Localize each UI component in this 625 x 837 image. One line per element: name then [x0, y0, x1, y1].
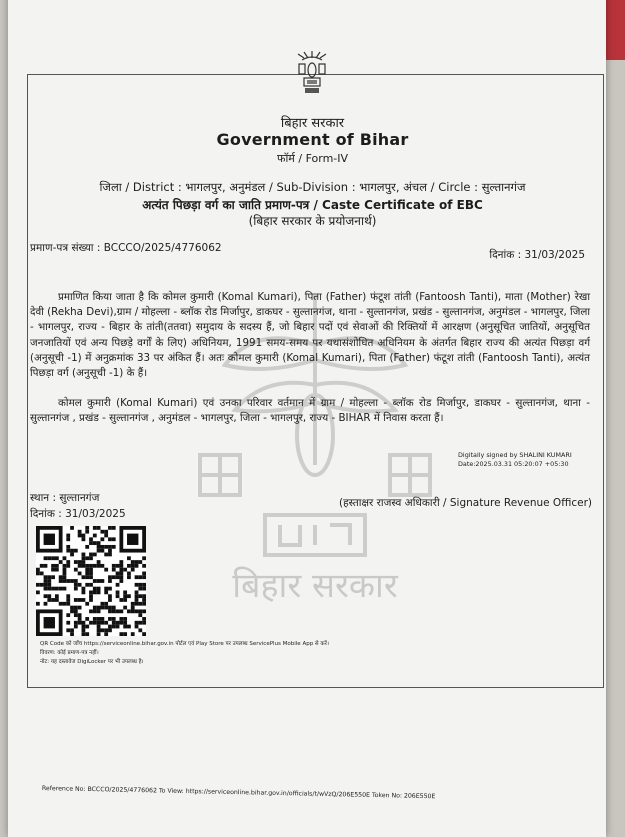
qr-note-1: QR Code को जाँच https://serviceonline.bihar.gov.in पोर्टल एवं Play Store पर उपलब्ध ServicePlus Mobile App से करें। [40, 641, 329, 647]
header-hindi: बिहार सरकार [280, 116, 345, 131]
location-line: जिला / District : भागलपुर, अनुमंडल / Sub-Division : भागलपुर, अंचल / Circle : सुल्तानगंज [99, 180, 526, 194]
header-government: Government of Bihar [216, 130, 409, 149]
digital-signature-date: Date:2025.03.31 05:20:07 +05:30 [458, 460, 569, 468]
place-label: स्थान : सुल्तानगंज [30, 492, 100, 504]
qr-note-2: विवरण: कोई प्रमाण-पत्र नहीं। [40, 650, 99, 656]
certificate-paragraph-2: कोमल कुमारी (Komal Kumari) एवं उनका परिवार वर्तमान में ग्राम / मोहल्ला - ब्लॉक रोड मिर्जापुर, डाकघर - सुल्तानगंज, थाना - सुल्तानगंज , प्रखंड - सुल्तानगंज , अनुमंडल - भागलपुर, जिला - भागलपुर, राज्य - BIHAR में निवास करता हैं। [30, 397, 590, 425]
place-date: दिनांक : 31/03/2025 [30, 508, 126, 520]
bihar-emblem-icon [290, 50, 334, 96]
digital-signature [458, 451, 572, 469]
certificate-number: प्रमाण-पत्र संख्या : BCCCO/2025/4776062 [30, 242, 222, 254]
certificate-paragraph-1: प्रमाणित किया जाता है कि कोमल कुमारी (Komal Kumari), पिता (Father) फंटूश तांती (Fantoosh Tanti), माता (Mother) रेखा देवी (Rekha Devi),ग्राम / मोहल्ला - ब्लॉक रोड मिर्जापुर, डाकघर - सुल्तानगंज, थाना - सुल्तानगंज, प्रखंड - सुल्तानगंज, अनुमंडल - भागलपुर, जिला - भागलपुर, राज्य - बिहार के तांती(ततवा) समुदाय के सदस्य हैं, जो बिहार पदों एवं सेवाओं की रिक्तियों में आरक्षण (अनुसूचित जातियों, अनुसूचित जनजातियों एवं अन्य पिछड़े वर्गों के लिए) अधिनियम, 1991 समय-समय पर यथासंशोधित अधिनियम के अंतर्गत बिहार राज्य की अत्यंत पिछड़ा वर्ग (अनुसूची -1) में अनुक्रमांक 33 पर अंकित हैं। अतः कोमल कुमारी (Komal Kumari), पिता (Father) फंटूश तांती (Fantoosh Tanti), अत्यंत पिछड़ा वर्ग (अनुसूची -1) के हैं। [30, 291, 590, 380]
certificate-date: दिनांक : 31/03/2025 [489, 249, 585, 261]
digital-signature-name: Digitally signed by SHALINI KUMARI [458, 451, 572, 459]
watermark-text: बिहार सरकार [232, 566, 398, 606]
form-label: फॉर्म / Form-IV [276, 152, 349, 165]
purpose-line: (बिहार सरकार के प्रयोजनार्थ) [248, 214, 377, 228]
signature-label: (हस्ताक्षर राजस्व अधिकारी / Signature Revenue Officer) [338, 497, 592, 509]
qr-note-3: नोट: यह दस्तावेज DigiLocker पर भी उपलब्ध है। [40, 659, 144, 665]
qr-code[interactable] [36, 526, 146, 636]
reference-footer: Reference No: BCCCO/2025/4776062 To View: https://serviceonline.bihar.gov.in/officials/t/wVzQ/206E550E Token No: 206E550E [41, 785, 436, 801]
certificate-title: अत्यंत पिछड़ा वर्ग का जाति प्रमाण-पत्र / Caste Certificate of EBC [142, 198, 483, 212]
qr-notes [40, 640, 329, 667]
